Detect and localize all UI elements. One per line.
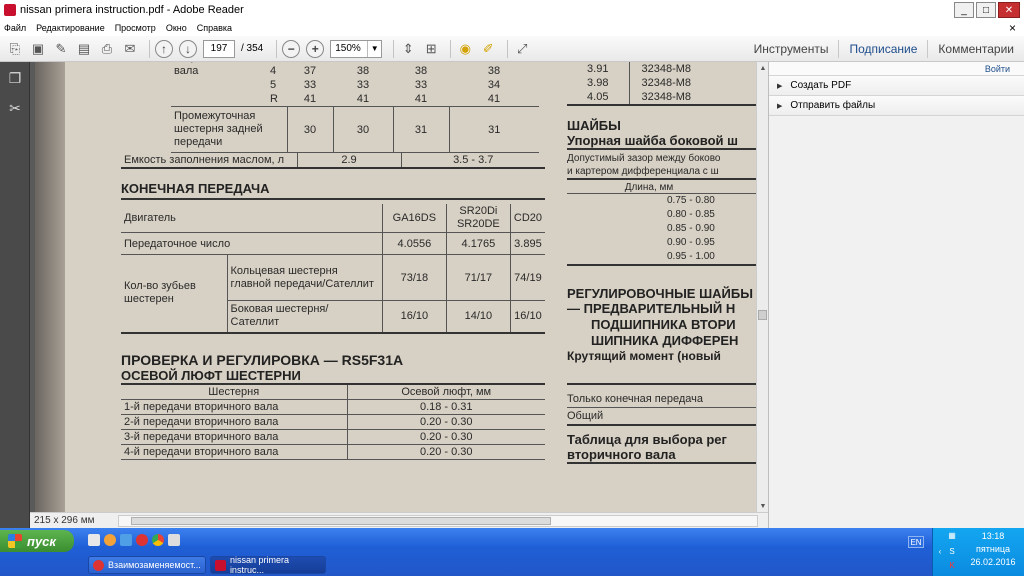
table-cell: 41 [303,93,317,105]
table-cell: 32348-M8 [629,62,758,76]
table-cell: 0.18 - 0.31 [347,399,545,414]
toolbar-divider [450,40,451,58]
table-cell: SR20Di SR20DE [446,204,510,233]
language-indicator[interactable]: EN [908,536,924,548]
length-list [567,194,758,266]
washers-subtitle: Упорная шайба боковой ш [567,133,758,150]
horizontal-scrollbar[interactable] [118,515,758,527]
list-item: 0.80 - 0.85 [667,209,715,220]
only-final-label: Только конечная передача [567,391,758,408]
menu-file[interactable]: Файл [4,23,27,33]
page-size: 215 x 296 мм [34,515,95,526]
skype-icon[interactable]: S [949,546,955,556]
firefox-icon[interactable] [104,534,116,546]
col-gear: Шестерня [208,385,260,398]
adj-line: ШИПНИКА ДИФФЕРЕН [591,333,739,348]
panel-item-label: Создать PDF [790,80,852,91]
table-row [121,255,545,301]
table-cell: 4-й передачи вторичного вала [124,445,279,458]
clock-time: 13:18 [981,531,1005,541]
network-icon[interactable]: ▦ [948,530,956,540]
expand-arrow-icon: ▶ [777,102,783,110]
menu-bar [0,20,1024,36]
selection-table-title: Таблица для выбора рег [567,432,727,447]
scroll-down-icon[interactable]: ▼ [759,502,767,510]
table-cell: 34 [487,79,501,91]
table-cell: 32348-M8 [629,90,758,105]
table-cell: 0.20 - 0.30 [347,444,545,459]
window-title: nissan primera instruction.pdf - Adobe Reader [20,4,244,16]
final-drive-title: КОНЕЧНАЯ ПЕРЕДАЧА [121,181,545,200]
table-row [171,64,539,78]
expand-arrow-icon: ▶ [777,82,783,90]
table-cell: R [270,93,278,105]
status-bar [30,512,770,528]
intermediate-gear-label [171,107,287,153]
col-play: Осевой люфт, мм [347,385,545,400]
minimize-button[interactable]: _ [954,2,974,18]
chrome-icon[interactable] [152,534,164,546]
table-cell: 4 [270,65,277,77]
table-cell: 37 [303,65,317,77]
zoom-in-button[interactable]: + [306,40,324,58]
table-cell: 3.91 [587,63,609,75]
menu-edit[interactable]: Редактирование [36,23,105,33]
menu-help[interactable]: Справка [196,23,233,33]
scroll-up-icon[interactable]: ▲ [759,64,767,72]
axial-play-title: ОСЕВОЙ ЛЮФТ ШЕСТЕРНИ [121,368,545,385]
panel-item-label: Отправить файлы [790,100,876,111]
zoom-value: 150% [335,43,361,54]
table-cell: CD20 [510,204,545,233]
table-row [121,153,545,168]
opera-icon[interactable] [136,534,148,546]
combine-icon[interactable]: ▣ [31,40,45,56]
menu-window[interactable]: Окно [165,23,187,33]
table-cell: 3.5 - 3.7 [401,153,545,168]
table-cell: 3-й передачи вторичного вала [124,430,279,443]
table-cell: 16/10 [510,301,545,333]
comment-icon[interactable]: ◉ [459,40,471,56]
table-cell: 5 [270,79,277,91]
part-number-table [567,62,758,106]
create-pdf-icon[interactable]: ⎘ [9,40,21,56]
pdf-page [35,62,758,512]
close-document-icon[interactable]: × [1008,21,1016,35]
table-row [567,62,758,76]
final-drive-table [121,204,545,334]
oil-capacity-label: Емкость заполнения маслом, л [124,154,285,166]
save-icon[interactable]: ▤ [77,40,91,56]
table-row [121,429,545,444]
login-link[interactable]: Войти [769,62,1024,76]
table-cell: 74/19 [510,255,545,301]
toolbar-divider [276,40,277,58]
scroll-thumb[interactable] [131,517,551,525]
taskbar-item-active[interactable] [210,556,326,574]
ratio-label: Передаточное число [124,237,231,250]
chevron-left-icon[interactable]: ‹ [938,546,942,556]
toolbar-panel-links [744,36,1024,62]
table-row [567,90,758,105]
selection-table-title: вторичного вала [567,447,758,464]
table-cell: 31 [393,107,449,153]
create-pdf-item[interactable] [769,76,1024,96]
attachments-icon[interactable]: ✂ [9,99,21,116]
maximize-button[interactable]: □ [976,2,996,18]
table-cell: 4.0556 [382,233,446,255]
washers-title: ШАЙБЫ [567,118,621,133]
table-cell: 73/18 [382,255,446,301]
table-cell: 30 [333,107,393,153]
table-cell: 3.98 [587,77,609,89]
table-cell: 32348-M8 [629,76,758,90]
taskbar [0,528,1024,576]
table-cell: 1-й передачи вторичного вала [124,400,279,413]
adobe-reader-icon [215,560,226,571]
highlight-icon[interactable]: ✐ [482,40,494,56]
table-cell: 4.1765 [446,233,510,255]
fit-width-icon[interactable]: ⊞ [425,40,437,56]
table-cell: 38 [414,65,428,77]
axial-play-table [121,385,545,460]
table-cell: 30 [287,107,333,153]
start-button[interactable] [0,530,74,552]
adobe-reader-icon [4,4,16,16]
scan-content [121,62,758,460]
table-cell: 38 [487,65,501,77]
menu-view[interactable]: Просмотр [114,23,156,33]
toolbar-divider [149,40,150,58]
table-cell: 41 [487,93,501,105]
table-cell [171,78,267,92]
adjusting-washers-title: РЕГУЛИРОВОЧНЫЕ ШАЙБЫ [567,286,753,301]
tools-pane [768,62,1024,528]
total-label: Общий [567,408,758,426]
clearance-line: и картером дифференциала с ш [567,165,758,180]
adj-line: — ПРЕДВАРИТЕЛЬНЫЙ Н [567,301,736,316]
clock-day: пятница [975,544,1011,554]
table-cell: 38 [356,65,370,77]
table-row [121,414,545,429]
page-number-input[interactable]: 197 [203,40,235,58]
adj-line: ПОДШИПНИКА ВТОРИ [591,317,736,332]
toolbar [0,36,1024,62]
table-cell: 31 [449,107,539,153]
table-cell: 14/10 [446,301,510,333]
print-icon[interactable]: ⎙ [101,40,113,56]
taskbar-item[interactable] [88,556,206,574]
clock-date: 26.02.2016 [970,557,1016,567]
list-item: 0.90 - 0.95 [667,237,715,248]
table-row [171,107,539,153]
label-line: передачи [174,136,223,148]
desktop-icon[interactable] [88,534,100,546]
quick-launch [88,534,180,546]
table-cell: 71/17 [446,255,510,301]
fit-page-icon[interactable]: ⇕ [402,40,414,56]
list-item: 0.85 - 0.90 [667,223,715,234]
toolbar-divider [507,40,508,58]
task-label: nissan primera instruc... [229,555,289,575]
explorer-icon[interactable] [120,534,132,546]
table-cell: вала [174,65,199,77]
tab-comments[interactable]: Комментарии [927,40,1024,58]
title-bar [0,0,1024,20]
check-title: ПРОВЕРКА И РЕГУЛИРОВКА — RS5F31A [121,351,404,368]
length-header: Длина, мм [567,182,758,194]
email-icon[interactable]: ✉ [124,40,136,56]
table-cell: 0.20 - 0.30 [347,414,545,429]
window-controls [954,2,1020,18]
table-cell: 16/10 [382,301,446,333]
windows-logo-icon [8,534,22,548]
table-cell: 33 [303,79,317,91]
side-gear-label: Боковая шестерня/ Сателлит [227,301,382,333]
list-item: 0.95 - 1.00 [567,250,758,266]
edit-icon[interactable]: ✎ [55,40,67,56]
fullscreen-icon[interactable]: ⤢ [517,40,528,56]
label-line: шестерня задней [174,123,263,135]
table-cell: 33 [356,79,370,91]
scroll-thumb[interactable] [758,310,767,320]
antivirus-icon[interactable]: K [949,560,955,570]
table-cell: GA16DS [382,204,446,233]
zoom-select[interactable] [330,40,382,58]
table-row [121,385,545,400]
table-row [121,204,545,233]
clock[interactable] [963,530,1023,569]
task-label: Взаимозаменяемост... [108,560,201,570]
tab-sign[interactable]: Подписание [838,40,927,58]
table-cell: 2.9 [297,153,401,168]
opera-icon [93,560,104,571]
table-row [567,76,758,90]
engine-label: Двигатель [124,212,176,224]
table-cell: 0.20 - 0.30 [347,429,545,444]
previous-page-button[interactable]: ↑ [155,40,173,58]
next-page-button[interactable]: ↓ [179,40,197,58]
table-row [121,444,545,459]
scan-edge [35,62,65,512]
table-cell: 3.895 [510,233,545,255]
tab-tools[interactable]: Инструменты [753,42,829,56]
table-cell: 41 [356,93,370,105]
right-column [567,62,758,512]
table-cell [171,92,267,107]
table-cell: 33 [414,79,428,91]
table-row [171,78,539,92]
toolbar-divider [393,40,394,58]
list-item: 0.75 - 0.80 [667,195,715,206]
teeth-label: Кол-во зубьев шестерен [124,280,196,306]
vertical-scrollbar[interactable] [756,62,768,512]
table-cell: 2-й передачи вторичного вала [124,415,279,428]
table-cell: 41 [414,93,428,105]
oil-capacity-table [121,153,545,169]
chevron-down-icon: ▼ [367,41,381,57]
calculator-icon[interactable] [168,534,180,546]
page-thumbnails-icon[interactable]: ❐ [8,69,22,86]
clearance-line: Допустимый зазор между боково [567,153,721,164]
system-tray [932,528,1024,576]
table-row [121,233,545,255]
table-cell: 4.05 [587,91,609,103]
send-files-item[interactable] [769,96,1024,116]
zoom-out-button[interactable]: − [282,40,300,58]
label-line: Промежуточная [174,110,256,122]
gear-teeth-table [171,62,539,153]
start-label: пуск [27,533,56,549]
navigation-pane [0,62,30,528]
close-button[interactable]: ✕ [998,2,1020,18]
page-total: / 354 [241,43,264,54]
torque-label: Крутящий момент (новый [567,349,758,385]
document-view[interactable] [30,62,758,512]
table-row [171,92,539,107]
table-row [121,399,545,414]
ring-gear-label: Кольцевая шестерня главной передачи/Сателлит [227,255,382,301]
